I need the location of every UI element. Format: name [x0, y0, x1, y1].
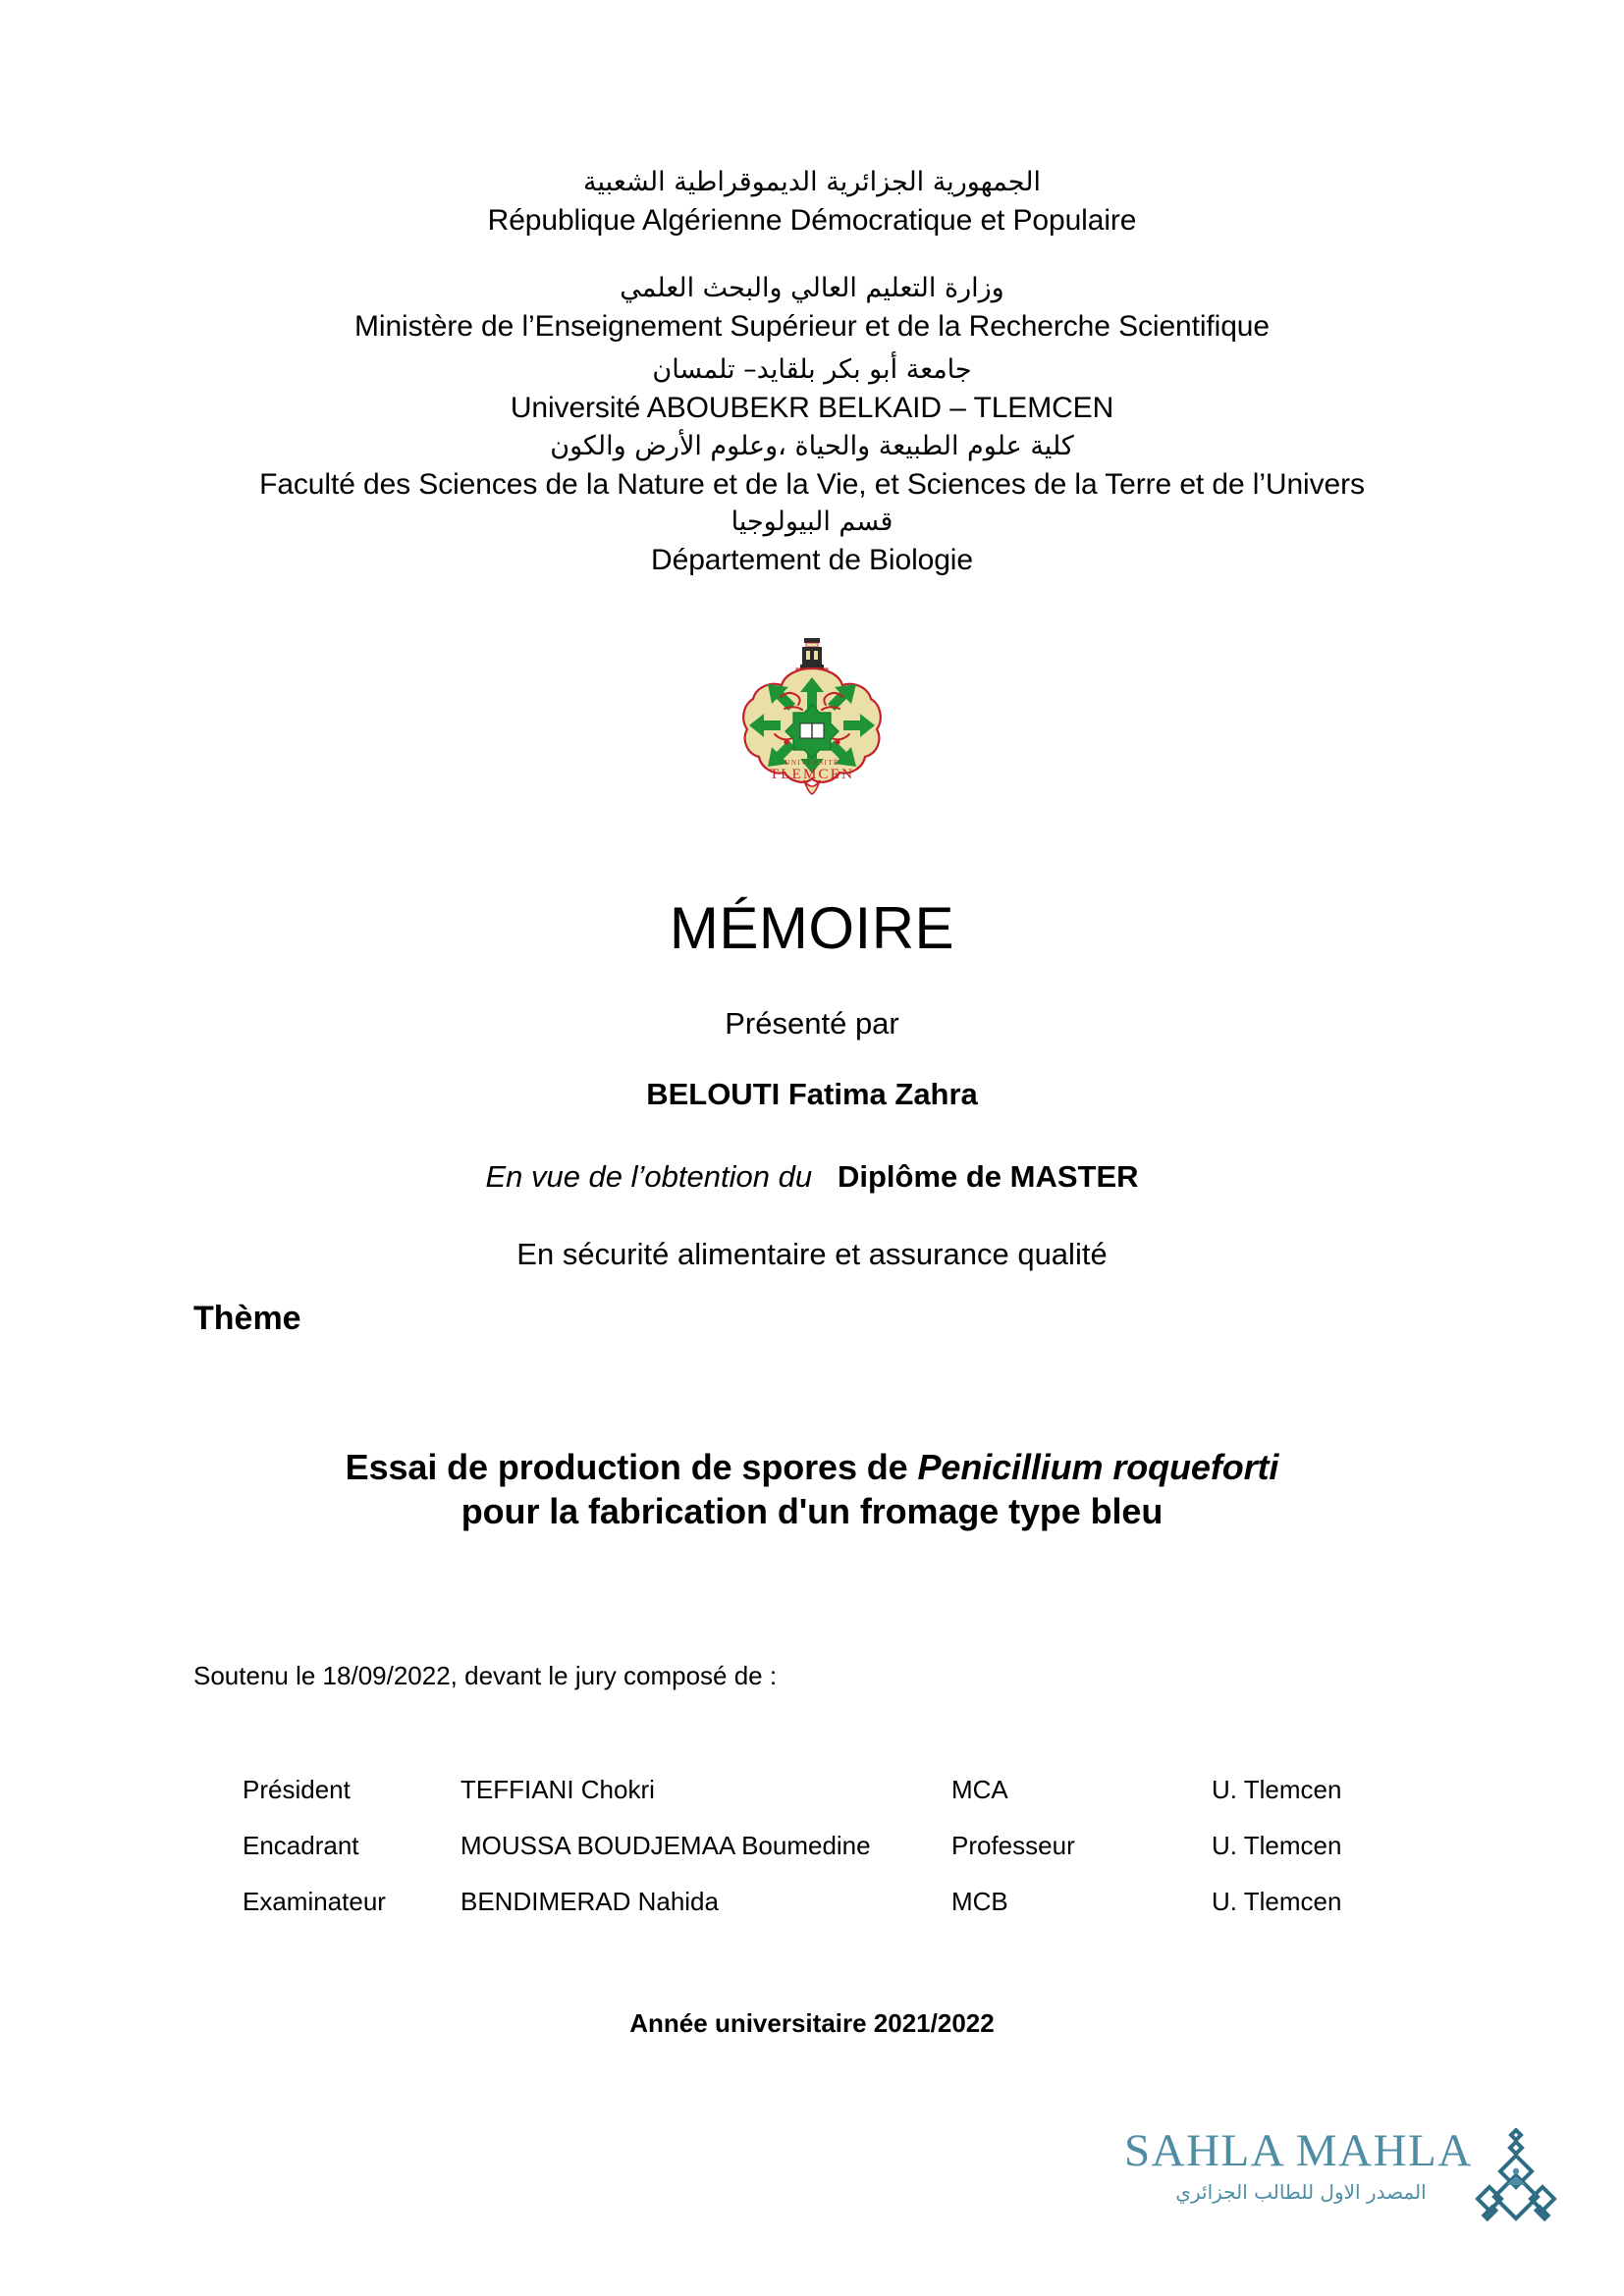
jury-member-name: MOUSSA BOUDJEMAA Boumedine: [460, 1831, 871, 1860]
academic-year: Année universitaire 2021/2022: [629, 2008, 995, 2038]
university-line-french: Université ABOUBEKR BELKAID – TLEMCEN: [510, 392, 1114, 425]
sahla-mahla-ornament-icon: [1474, 2128, 1558, 2236]
header-spacer-1: [0, 241, 1624, 271]
jury-affiliation: U. Tlemcen: [1212, 1775, 1342, 1804]
jury-affiliation: U. Tlemcen: [1212, 1887, 1342, 1916]
seal-bottom-finial: [804, 780, 820, 794]
department-line-french: Département de Biologie: [651, 544, 973, 577]
theme-label: Thème: [193, 1300, 301, 1337]
jury-affiliation: U. Tlemcen: [1212, 1831, 1342, 1860]
defense-date-line: Soutenu le 18/09/2022, devant le jury composé de :: [193, 1661, 778, 1690]
author-name: BELOUTI Fatima Zahra: [646, 1077, 978, 1111]
table-row: [243, 1887, 1401, 1943]
jury-member-name: TEFFIANI Chokri: [460, 1775, 655, 1804]
university-seal-logo: [724, 636, 900, 798]
presented-by-label: Présenté par: [725, 1006, 899, 1041]
jury-role: Encadrant: [243, 1831, 359, 1860]
jury-grade: MCA: [951, 1775, 1008, 1804]
seal-caption-bottom: TLEMCEN: [769, 767, 855, 782]
thesis-title-part2: pour la fabrication d'un fromage type bleu: [460, 1491, 1164, 1532]
ministry-line-arabic: وزارة التعليم العالي والبحث العلمي: [620, 272, 1004, 303]
republic-line-arabic: الجمهورية الجزائرية الديموقراطية الشعبية: [583, 167, 1041, 197]
diploma-prefix: En vue de l’obtention du: [485, 1159, 813, 1194]
thesis-title: [177, 1445, 1447, 1534]
thesis-title-part1: Essai de production de spores de: [345, 1447, 918, 1487]
jury-grade: Professeur: [951, 1831, 1075, 1860]
seal-caption-top: UNIVERSITÉ: [785, 759, 839, 767]
watermark-brand-name: SAHLA MAHLA: [1124, 2125, 1473, 2176]
jury-table: [243, 1775, 1401, 1943]
table-row: [243, 1775, 1401, 1831]
jury-grade: MCB: [951, 1887, 1008, 1916]
jury-role: Examinateur: [243, 1887, 386, 1916]
institutional-header: [0, 165, 1624, 581]
jury-role: Président: [243, 1775, 351, 1804]
diploma-name: Diplôme de MASTER: [837, 1159, 1139, 1194]
watermark-tagline-arabic: المصدر الاول للطالب الجزائري: [1175, 2180, 1427, 2204]
university-line-arabic: جامعة أبو بكر بلقايد– تلمسان: [652, 354, 972, 386]
specialty-line: En sécurité alimentaire et assurance qualité: [516, 1237, 1108, 1271]
republic-line-french: République Algérienne Démocratique et Populaire: [487, 204, 1137, 238]
diploma-line: [0, 1159, 1624, 1195]
seal-center-star-book: [785, 705, 839, 758]
faculty-line-french: Faculté des Sciences de la Nature et de la Vie, et Sciences de la Terre et de l’Univers: [259, 467, 1365, 501]
document-type-title: MÉMOIRE: [669, 895, 955, 961]
faculty-line-arabic: كلية علوم الطبيعة والحياة ،وعلوم الأرض والكون: [550, 430, 1074, 461]
department-line-arabic: قسم البيولوجيا: [731, 507, 893, 538]
thesis-title-species: Penicillium roqueforti: [917, 1447, 1279, 1487]
table-row: [243, 1831, 1401, 1887]
ministry-line-french: Ministère de l’Enseignement Supérieur et de la Recherche Scientifique: [354, 309, 1270, 343]
sahla-mahla-watermark: [1124, 2125, 1566, 2261]
jury-member-name: BENDIMERAD Nahida: [460, 1887, 719, 1916]
